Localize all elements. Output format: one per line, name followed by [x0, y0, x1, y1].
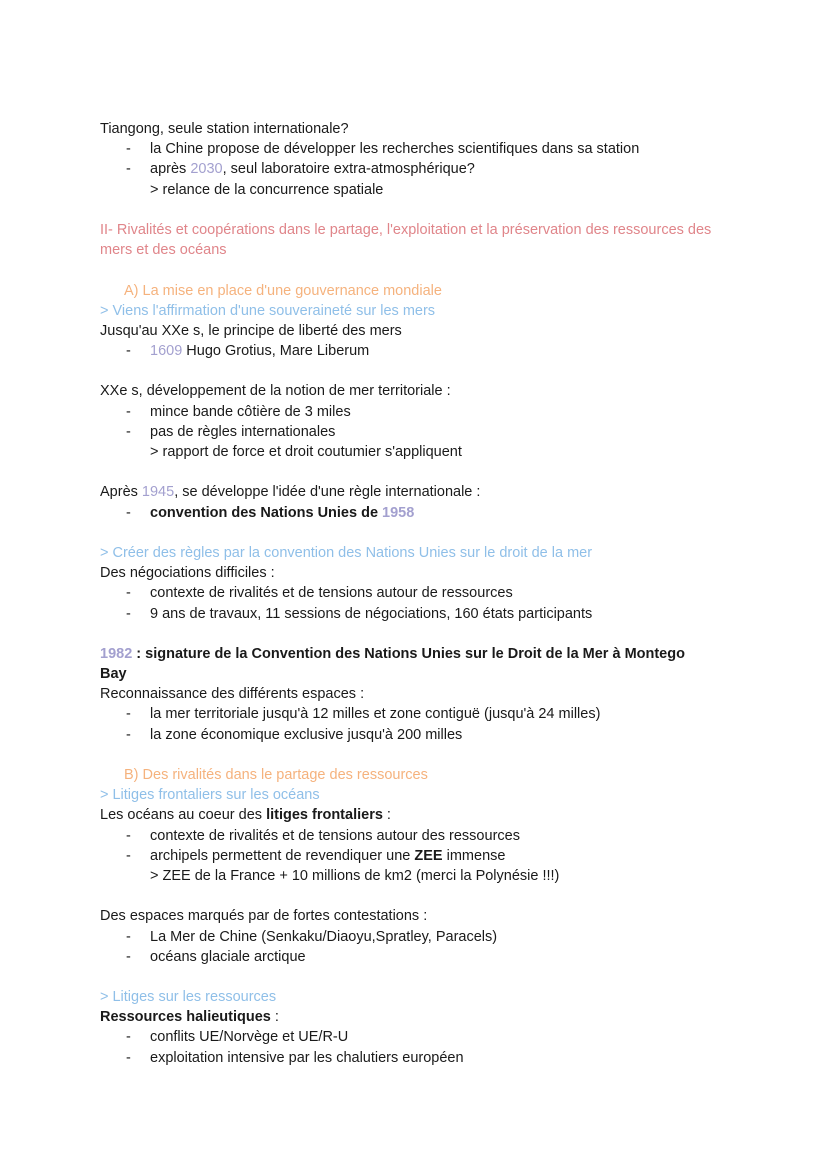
- paragraph: Des espaces marqués par de fortes contestations :: [100, 908, 428, 925]
- bullet-dash: -: [126, 343, 131, 360]
- bullet-dash: -: [126, 161, 131, 178]
- bullet-dash: -: [126, 504, 131, 521]
- list-item: [100, 725, 740, 745]
- list-item-text: contexte de rivalités et de tensions autour de ressources: [150, 585, 513, 602]
- list-item: [100, 1027, 740, 1047]
- list-item-text: , seul laboratoire extra-atmosphérique?: [222, 161, 475, 178]
- list-item-text: archipels permettent de revendiquer une: [150, 847, 415, 864]
- list-item-text: immense: [442, 847, 506, 864]
- intro-question: Tiangong, seule station internationale?: [100, 121, 349, 137]
- list-item: [100, 422, 740, 442]
- list-item-text: la Chine propose de développer les recherches scientifiques dans sa station: [150, 141, 640, 158]
- arrow-heading: > Viens l'affirmation d'une souveraineté sur les mers: [100, 302, 436, 319]
- list-item-text: la mer territoriale jusqu'à 12 milles et zone contiguë (jusqu'à 24 milles): [150, 706, 601, 723]
- paragraph: [100, 482, 740, 502]
- bullet-dash: -: [126, 141, 131, 158]
- bullet-dash: -: [126, 605, 131, 622]
- list-item-text: pas de règles internationales: [150, 423, 336, 440]
- list-item: [100, 159, 740, 179]
- list-item: [100, 341, 740, 361]
- year-highlight: 1945: [141, 484, 175, 501]
- list-item-text: océans glaciale arctique: [150, 948, 306, 965]
- list-item-text: conflits UE/Norvège et UE/R-U: [150, 1029, 349, 1046]
- list-item: [100, 947, 740, 967]
- bold-term: litiges frontaliers: [266, 807, 383, 824]
- arrow-heading: > Créer des règles par la convention des Nations Unies sur le droit de la mer: [100, 544, 593, 561]
- year-highlight: 1958: [382, 504, 415, 521]
- paragraph: [100, 1007, 740, 1027]
- paragraph-text: , se développe l'idée d'une règle internationale :: [174, 484, 481, 501]
- bullet-dash: -: [126, 928, 131, 945]
- list-item: [100, 139, 740, 159]
- paragraph-text: Les océans au coeur des: [100, 807, 267, 824]
- bullet-dash: -: [126, 403, 131, 420]
- arrow-heading: > Litiges frontaliers sur les océans: [100, 787, 320, 804]
- sub-note: > relance de la concurrence spatiale: [150, 181, 384, 198]
- paragraph-text: :: [382, 807, 391, 824]
- list-item: [100, 846, 740, 866]
- list-item: [100, 503, 740, 523]
- bold-term: ZEE: [414, 847, 443, 864]
- paragraph-text: :: [270, 1009, 279, 1026]
- list-item-text: Hugo Grotius, Mare Liberum: [182, 343, 370, 360]
- sub-note: > rapport de force et droit coutumier s'appliquent: [150, 444, 462, 461]
- list-item: [100, 604, 740, 624]
- list-item: [100, 826, 740, 846]
- arrow-heading: > Litiges sur les ressources: [100, 989, 277, 1006]
- list-item-text: convention des Nations Unies de: [150, 504, 383, 521]
- bullet-dash: -: [126, 1049, 131, 1066]
- list-item-text: contexte de rivalités et de tensions autour des ressources: [150, 827, 520, 844]
- section-title: II- Rivalités et coopérations dans le partage, l'exploitation et la préservation des ressources des mers et des océans: [100, 221, 712, 259]
- subsection-title-b: B) Des rivalités dans le partage des ressources: [124, 767, 428, 784]
- bullet-dash: -: [126, 827, 131, 844]
- paragraph: Jusqu'au XXe s, le principe de liberté des mers: [100, 322, 402, 339]
- year-highlight: 1982: [100, 645, 133, 662]
- list-item-text: 9 ans de travaux, 11 sessions de négociations, 160 états participants: [150, 605, 593, 622]
- heading-text: Bay: [100, 666, 127, 683]
- list-item: [100, 704, 740, 724]
- paragraph: [100, 805, 740, 825]
- bullet-dash: -: [126, 847, 131, 864]
- key-date-heading: [100, 644, 740, 684]
- paragraph: Des négociations difficiles :: [100, 565, 275, 582]
- bullet-dash: -: [126, 585, 131, 602]
- list-item-text: exploitation intensive par les chalutiers européen: [150, 1049, 464, 1066]
- list-item: [100, 1048, 740, 1068]
- bullet-dash: -: [126, 726, 131, 743]
- list-item-text: la zone économique exclusive jusqu'à 200 milles: [150, 726, 463, 743]
- paragraph-text: Après: [100, 484, 142, 501]
- paragraph: XXe s, développement de la notion de mer territoriale :: [100, 383, 451, 400]
- year-highlight: 1609: [150, 343, 183, 360]
- list-item-text: après: [150, 161, 191, 178]
- list-item: [100, 402, 740, 422]
- year-highlight: 2030: [190, 161, 223, 178]
- bullet-dash: -: [126, 948, 131, 965]
- sub-note: > ZEE de la France + 10 millions de km2 (merci la Polynésie !!!): [150, 867, 560, 884]
- paragraph: Reconnaissance des différents espaces :: [100, 686, 365, 703]
- list-item-text: La Mer de Chine (Senkaku/Diaoyu,Spratley, Paracels): [150, 928, 498, 945]
- document-body: [100, 119, 740, 1068]
- bold-term: Ressources halieutiques: [100, 1009, 271, 1026]
- subsection-title-a: A) La mise en place d'une gouvernance mondiale: [124, 282, 442, 299]
- list-item: [100, 927, 740, 947]
- bullet-dash: -: [126, 1029, 131, 1046]
- list-item: [100, 583, 740, 603]
- list-item-text: mince bande côtière de 3 miles: [150, 403, 351, 420]
- heading-text: : signature de la Convention des Nations Unies sur le Droit de la Mer à Montego: [132, 645, 685, 662]
- bullet-dash: -: [126, 423, 131, 440]
- bullet-dash: -: [126, 706, 131, 723]
